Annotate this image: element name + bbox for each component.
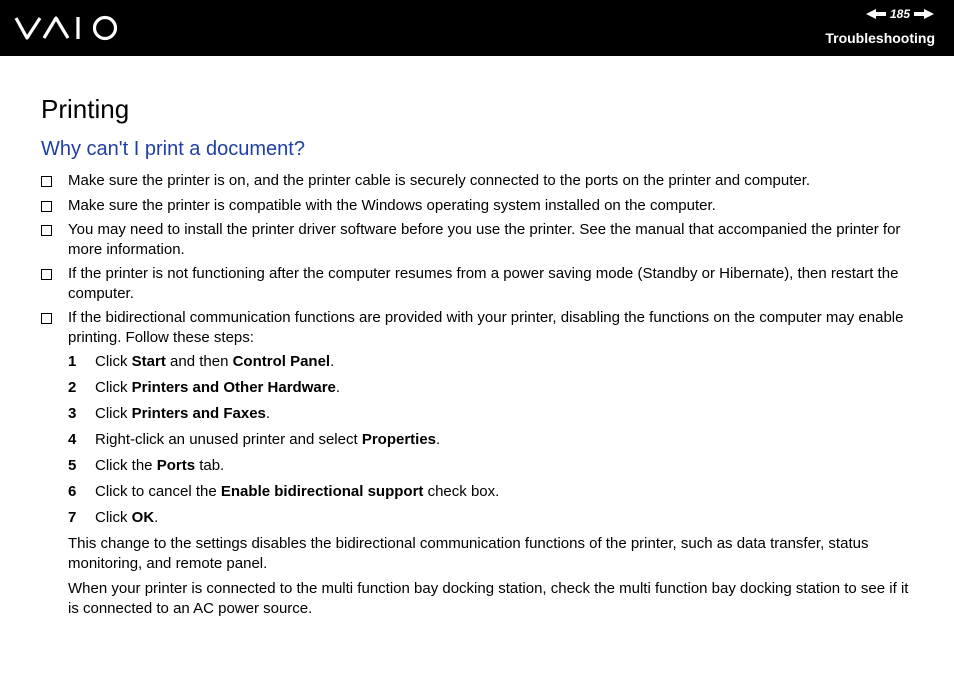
- step-item: [68, 482, 916, 502]
- vaio-logo: [14, 14, 120, 42]
- bullet-text: If the bidirectional communication functions are provided with your printer, disabling the functions on the computer may enable printing. Follow these steps:: [68, 309, 904, 346]
- step-item: [68, 378, 916, 398]
- step-text: Click Start and then Control Panel.: [95, 353, 335, 370]
- bullet-item: [41, 220, 916, 259]
- bullet-item: [41, 308, 916, 347]
- step-item: [68, 430, 916, 450]
- step-text: Click the Ports tab.: [95, 457, 225, 474]
- section-heading: Why can't I print a document?: [41, 138, 305, 160]
- bullet-text: Make sure the printer is compatible with the Windows operating system installed on the computer.: [68, 196, 716, 214]
- bullet-item: [41, 196, 916, 216]
- step-item: [68, 352, 916, 372]
- checkbox-bullet-icon: [41, 313, 52, 324]
- page-header: [0, 0, 954, 56]
- step-item: [68, 456, 916, 476]
- page-navigator: [866, 7, 934, 21]
- checkbox-bullet-icon: [41, 225, 52, 236]
- step-item: [68, 404, 916, 424]
- bullet-text: You may need to install the printer driver software before you use the printer. See the manual that accompanied the printer for more information.: [68, 221, 901, 258]
- step-text: Click Printers and Other Hardware.: [95, 379, 341, 396]
- step-item: [68, 508, 916, 528]
- step-number: 2: [68, 379, 77, 396]
- step-text: Click OK.: [95, 509, 159, 526]
- step-number: 1: [68, 353, 77, 370]
- previous-page-icon[interactable]: [866, 9, 886, 19]
- step-number: 6: [68, 483, 77, 500]
- bullet-text: Make sure the printer is on, and the printer cable is securely connected to the ports on the printer and computer.: [68, 172, 811, 189]
- checkbox-bullet-icon: [41, 269, 52, 280]
- step-text: Click Printers and Faxes.: [95, 405, 271, 422]
- step-number: 5: [68, 457, 77, 474]
- bullet-text: If the printer is not functioning after the computer resumes from a power saving mode (Standby or Hibernate), then restart the computer.: [68, 265, 899, 302]
- paragraph: This change to the settings disables the bidirectional communication functions of the printer, such as data transfer, status monitoring, and remote panel.: [68, 535, 869, 572]
- paragraph: When your printer is connected to the multi function bay docking station, check the multi function bay docking station to see if it is connected to an AC power source.: [68, 580, 909, 617]
- step-number: 3: [68, 405, 77, 422]
- step-text: Right-click an unused printer and select Properties.: [95, 431, 441, 448]
- step-text: Click to cancel the Enable bidirectional support check box.: [95, 483, 500, 500]
- document-body: [41, 171, 916, 624]
- step-number: 4: [68, 431, 77, 448]
- next-page-icon[interactable]: [914, 9, 934, 19]
- page-number: 185: [889, 7, 910, 21]
- section-title: Troubleshooting: [825, 30, 935, 46]
- checkbox-bullet-icon: [41, 201, 52, 212]
- steps-list: [68, 352, 916, 528]
- bullet-item: [41, 264, 916, 303]
- checkbox-bullet-icon: [41, 176, 52, 187]
- step-number: 7: [68, 509, 77, 526]
- page-title: Printing: [41, 94, 130, 124]
- bullet-item: [41, 171, 916, 191]
